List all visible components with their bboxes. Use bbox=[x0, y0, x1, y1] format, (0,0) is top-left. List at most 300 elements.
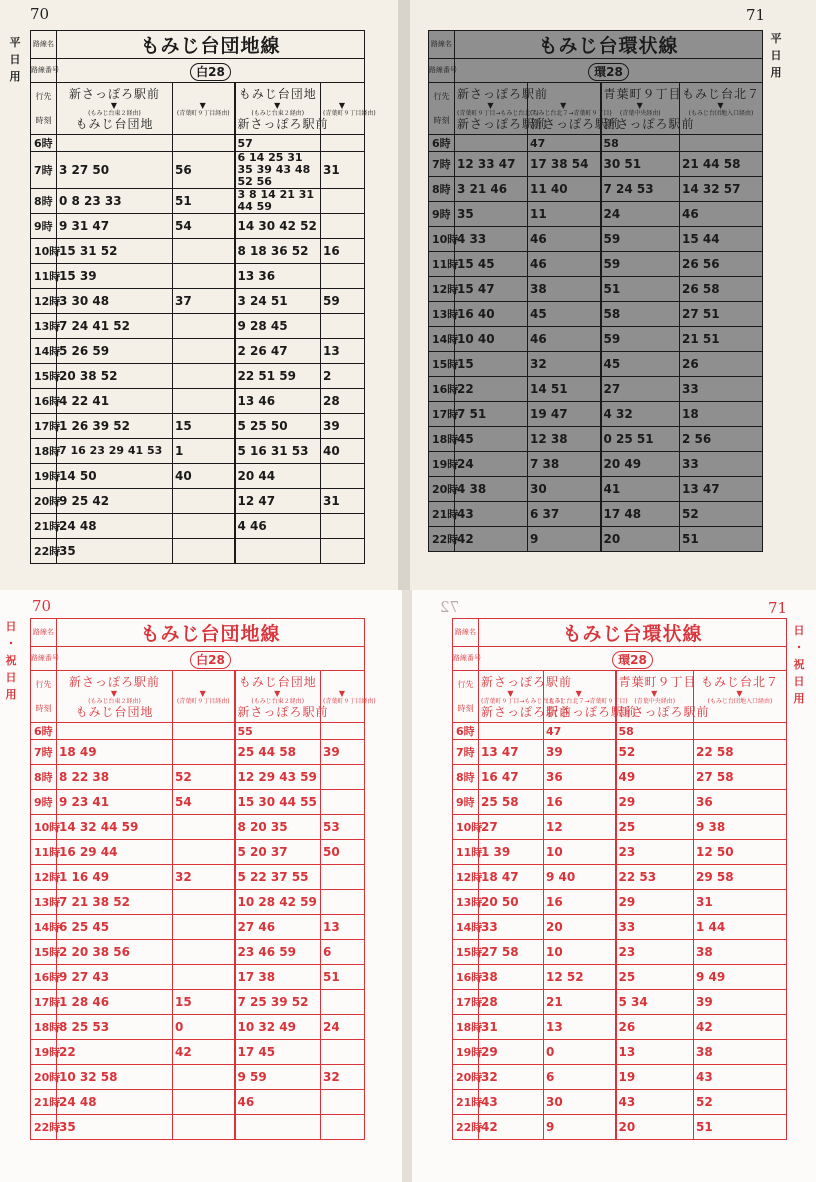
departure-minutes: 14 30 42 52 bbox=[235, 214, 321, 239]
departure-minutes: 2 26 47 bbox=[235, 339, 321, 364]
timetable-row bbox=[31, 289, 365, 314]
departure-minutes bbox=[173, 135, 235, 152]
departure-minutes: 43 bbox=[455, 502, 528, 527]
timetable-row bbox=[31, 1065, 365, 1090]
departure-minutes: 20 bbox=[544, 915, 616, 940]
timetable-row bbox=[31, 990, 365, 1015]
destination-to bbox=[323, 706, 362, 719]
departure-minutes: 52 bbox=[694, 1090, 787, 1115]
departure-minutes: 58 bbox=[601, 302, 680, 327]
destination-via: (青葉町９丁目経由) bbox=[323, 109, 376, 117]
departure-minutes: 59 bbox=[601, 252, 680, 277]
departure-minutes bbox=[455, 135, 528, 152]
timetable bbox=[30, 618, 376, 1140]
route-name-label: 路線名 bbox=[31, 31, 57, 59]
hour-cell: 12時 bbox=[453, 865, 479, 890]
departure-minutes: 26 bbox=[616, 1015, 694, 1040]
departure-minutes: 49 bbox=[616, 765, 694, 790]
mirrored-page-number: 72 bbox=[440, 598, 460, 616]
hour-cell: 17時 bbox=[453, 990, 479, 1015]
departure-minutes: 30 bbox=[544, 1090, 616, 1115]
departure-minutes: 30 bbox=[528, 477, 601, 502]
departure-minutes: 1 44 bbox=[694, 915, 787, 940]
hour-cell: 17時 bbox=[429, 402, 455, 427]
hour-cell: 16時 bbox=[429, 377, 455, 402]
departure-minutes: 12 50 bbox=[694, 840, 787, 865]
timetable bbox=[30, 30, 376, 564]
departure-minutes: 54 bbox=[173, 214, 235, 239]
departure-minutes: 23 bbox=[616, 840, 694, 865]
timetable-row bbox=[429, 377, 763, 402]
departure-minutes: 20 49 bbox=[601, 452, 680, 477]
arrow-down-icon: ▼ bbox=[338, 100, 347, 110]
departure-minutes: 9 23 41 bbox=[57, 790, 173, 815]
hour-cell: 16時 bbox=[31, 389, 57, 414]
departure-minutes: 46 bbox=[528, 227, 601, 252]
hour-cell: 14時 bbox=[31, 915, 57, 940]
departure-minutes: 6 25 45 bbox=[57, 915, 173, 940]
departure-minutes: 51 bbox=[680, 527, 763, 552]
hour-cell: 15時 bbox=[453, 940, 479, 965]
departure-minutes: 43 bbox=[479, 1090, 544, 1115]
departure-minutes: 33 bbox=[479, 915, 544, 940]
departure-minutes: 10 28 42 59 bbox=[235, 890, 321, 915]
destination-via: (青葉町９丁目→もみじ台北７) bbox=[457, 109, 539, 117]
timetable-row bbox=[429, 277, 763, 302]
departure-minutes: 45 bbox=[601, 352, 680, 377]
departure-minutes: 38 bbox=[479, 965, 544, 990]
departure-minutes: 15 39 bbox=[57, 264, 173, 289]
departure-minutes: 16 47 bbox=[479, 765, 544, 790]
departure-minutes: 7 21 38 52 bbox=[57, 890, 173, 915]
departure-minutes: 29 bbox=[479, 1040, 544, 1065]
departure-minutes bbox=[173, 489, 235, 514]
departure-minutes bbox=[173, 514, 235, 539]
departure-minutes: 10 40 bbox=[455, 327, 528, 352]
departure-minutes bbox=[321, 1090, 365, 1115]
departure-minutes: 4 32 bbox=[601, 402, 680, 427]
departure-minutes: 29 58 bbox=[694, 865, 787, 890]
hour-cell: 22時 bbox=[429, 527, 455, 552]
departure-minutes: 12 38 bbox=[528, 427, 601, 452]
timetable-row bbox=[429, 477, 763, 502]
departure-minutes: 36 bbox=[694, 790, 787, 815]
timetable bbox=[452, 618, 787, 1140]
route-number-label: 路線番号 bbox=[31, 59, 57, 83]
departure-minutes: 15 45 bbox=[455, 252, 528, 277]
departure-minutes: 42 bbox=[173, 1040, 235, 1065]
departure-minutes: 8 18 36 52 bbox=[235, 239, 321, 264]
timetable-row bbox=[31, 135, 365, 152]
hour-cell: 6時 bbox=[453, 723, 479, 740]
departure-minutes: 7 51 bbox=[455, 402, 528, 427]
hour-cell: 19時 bbox=[453, 1040, 479, 1065]
destination-from bbox=[175, 675, 232, 689]
departure-minutes bbox=[173, 539, 235, 564]
destination-from: 新さっぽろ駅前 bbox=[68, 86, 160, 101]
departure-minutes: 1 16 49 bbox=[57, 865, 173, 890]
timetable-row bbox=[453, 940, 787, 965]
departure-minutes: 20 44 bbox=[235, 464, 321, 489]
destination-via: (青葉町９丁目経由) bbox=[176, 109, 230, 117]
destination-from: 新さっぽろ駅前 bbox=[457, 86, 549, 101]
hour-cell: 22時 bbox=[31, 539, 57, 564]
departure-minutes: 29 bbox=[616, 790, 694, 815]
departure-minutes: 20 50 bbox=[479, 890, 544, 915]
arrow-down-icon: ▼ bbox=[199, 688, 207, 698]
departure-minutes: 0 bbox=[173, 1015, 235, 1040]
departure-minutes: 33 bbox=[616, 915, 694, 940]
destination-to bbox=[175, 118, 232, 131]
departure-minutes: 23 46 59 bbox=[235, 940, 321, 965]
timetable-row bbox=[453, 723, 787, 740]
destination-label: 行先 bbox=[433, 91, 450, 101]
route-number-badge: 白28 bbox=[190, 63, 231, 81]
departure-minutes: 0 25 51 bbox=[601, 427, 680, 452]
departure-minutes: 10 32 49 bbox=[235, 1015, 321, 1040]
route-name-label: 路線名 bbox=[429, 31, 455, 59]
departure-minutes bbox=[173, 389, 235, 414]
arrow-down-icon: ▼ bbox=[110, 688, 119, 698]
destination-column-1 bbox=[479, 671, 573, 723]
hour-cell: 12時 bbox=[31, 865, 57, 890]
departure-minutes: 17 38 bbox=[235, 965, 321, 990]
departure-minutes: 16 29 44 bbox=[57, 840, 173, 865]
departure-minutes: 4 38 bbox=[455, 477, 528, 502]
departure-minutes bbox=[680, 135, 763, 152]
departure-minutes: 9 31 47 bbox=[57, 214, 173, 239]
arrow-down-icon: ▼ bbox=[487, 100, 495, 110]
hour-cell: 9時 bbox=[31, 214, 57, 239]
timetable-row bbox=[453, 990, 787, 1015]
departure-minutes: 7 24 53 bbox=[601, 177, 680, 202]
timetable-row bbox=[429, 227, 763, 252]
departure-minutes: 14 51 bbox=[528, 377, 601, 402]
arrow-down-icon: ▼ bbox=[636, 100, 644, 110]
departure-minutes: 51 bbox=[321, 965, 365, 990]
departure-minutes: 33 bbox=[680, 452, 763, 477]
departure-minutes: 22 53 bbox=[616, 865, 694, 890]
destination-column-3 bbox=[235, 671, 329, 723]
departure-minutes bbox=[321, 189, 365, 214]
route-number-badge: 環28 bbox=[588, 63, 629, 81]
destination-to bbox=[323, 118, 362, 131]
arrow-down-icon: ▼ bbox=[736, 688, 744, 698]
timetable-row bbox=[453, 1090, 787, 1115]
side-label: 日 ・ 祝 日 用 bbox=[5, 620, 17, 701]
departure-minutes: 9 bbox=[528, 527, 601, 552]
timetable-row bbox=[31, 414, 365, 439]
departure-minutes: 4 46 bbox=[235, 514, 321, 539]
departure-minutes: 46 bbox=[528, 252, 601, 277]
timetable-row bbox=[453, 965, 787, 990]
departure-minutes: 24 bbox=[455, 452, 528, 477]
departure-minutes bbox=[694, 723, 787, 740]
destination-column-2 bbox=[173, 671, 235, 723]
timetable-row bbox=[453, 915, 787, 940]
timetable-row bbox=[453, 1015, 787, 1040]
destination-to bbox=[175, 706, 232, 719]
hour-cell: 20時 bbox=[453, 1065, 479, 1090]
timetable-row bbox=[429, 327, 763, 352]
departure-minutes: 1 39 bbox=[479, 840, 544, 865]
departure-minutes: 2 bbox=[321, 364, 365, 389]
departure-minutes: 21 51 bbox=[680, 327, 763, 352]
departure-minutes: 10 bbox=[544, 940, 616, 965]
timetable-row bbox=[31, 890, 365, 915]
departure-minutes: 27 58 bbox=[479, 940, 544, 965]
timetable-row bbox=[31, 189, 365, 214]
destination-via: (もみじ台団地入口経由) bbox=[688, 109, 754, 117]
departure-minutes: 24 bbox=[321, 1015, 365, 1040]
departure-minutes: 2 56 bbox=[680, 427, 763, 452]
departure-minutes: 58 bbox=[616, 723, 694, 740]
departure-minutes bbox=[321, 539, 365, 564]
destination-from bbox=[175, 87, 232, 101]
departure-minutes: 31 bbox=[321, 489, 365, 514]
destination-corner bbox=[429, 83, 455, 135]
departure-minutes bbox=[173, 264, 235, 289]
hour-cell: 18時 bbox=[31, 439, 57, 464]
hour-cell: 8時 bbox=[31, 765, 57, 790]
arrow-down-icon: ▼ bbox=[274, 100, 282, 110]
route-name-label: 路線名 bbox=[31, 619, 57, 647]
departure-minutes: 7 24 41 52 bbox=[57, 314, 173, 339]
departure-minutes: 25 bbox=[616, 965, 694, 990]
departure-minutes: 6 bbox=[544, 1065, 616, 1090]
timetable-row bbox=[453, 740, 787, 765]
departure-minutes: 2 20 38 56 bbox=[57, 940, 173, 965]
route-number-label: 路線番号 bbox=[429, 59, 455, 83]
timetable bbox=[428, 30, 763, 552]
departure-minutes: 55 bbox=[235, 723, 321, 740]
hour-cell: 13時 bbox=[429, 302, 455, 327]
hour-cell: 20時 bbox=[31, 1065, 57, 1090]
destination-to: 新さっぽろ駅前 bbox=[618, 704, 710, 719]
departure-minutes: 22 58 bbox=[694, 740, 787, 765]
hour-cell: 22時 bbox=[31, 1115, 57, 1140]
destination-column-1 bbox=[455, 83, 549, 135]
departure-minutes: 46 bbox=[528, 327, 601, 352]
timetable-row bbox=[31, 915, 365, 940]
departure-minutes: 57 bbox=[235, 135, 321, 152]
hour-cell: 20時 bbox=[31, 489, 57, 514]
hour-label: 時刻 bbox=[35, 703, 52, 713]
hour-cell: 13時 bbox=[453, 890, 479, 915]
departure-minutes: 21 44 58 bbox=[680, 152, 763, 177]
departure-minutes: 47 bbox=[544, 723, 616, 740]
departure-minutes: 8 20 35 bbox=[235, 815, 321, 840]
departure-minutes: 0 8 23 33 bbox=[57, 189, 173, 214]
destination-via: (青葉中央経由) bbox=[634, 697, 676, 705]
departure-minutes: 43 bbox=[616, 1090, 694, 1115]
arrow-down-icon: ▼ bbox=[575, 688, 583, 698]
departure-minutes: 1 bbox=[173, 439, 235, 464]
hour-cell: 15時 bbox=[31, 940, 57, 965]
departure-minutes bbox=[235, 1115, 321, 1140]
departure-minutes: 19 bbox=[616, 1065, 694, 1090]
destination-label: 行先 bbox=[35, 679, 52, 689]
timetable-row bbox=[453, 865, 787, 890]
departure-minutes: 10 32 58 bbox=[57, 1065, 173, 1090]
departure-minutes: 59 bbox=[601, 227, 680, 252]
departure-minutes: 26 56 bbox=[680, 252, 763, 277]
departure-minutes: 13 47 bbox=[479, 740, 544, 765]
departure-minutes: 13 bbox=[616, 1040, 694, 1065]
departure-minutes: 7 38 bbox=[528, 452, 601, 477]
timetable-row bbox=[453, 1115, 787, 1140]
departure-minutes bbox=[321, 135, 365, 152]
timetable-row bbox=[31, 740, 365, 765]
destination-via: (もみじ台東２経由) bbox=[251, 109, 305, 117]
hour-cell: 13時 bbox=[31, 314, 57, 339]
departure-minutes: 15 bbox=[455, 352, 528, 377]
hour-label: 時刻 bbox=[457, 703, 474, 713]
hour-cell: 10時 bbox=[31, 239, 57, 264]
timetable-row bbox=[429, 427, 763, 452]
destination-column-3 bbox=[235, 83, 329, 135]
hour-cell: 16時 bbox=[453, 965, 479, 990]
timetable-row bbox=[31, 389, 365, 414]
hour-cell: 6時 bbox=[429, 135, 455, 152]
departure-minutes bbox=[173, 723, 235, 740]
destination-to: 新さっぽろ駅前 bbox=[603, 116, 695, 131]
hour-cell: 21時 bbox=[31, 1090, 57, 1115]
departure-minutes bbox=[173, 965, 235, 990]
arrow-down-icon: ▼ bbox=[274, 688, 282, 698]
departure-minutes: 17 45 bbox=[235, 1040, 321, 1065]
departure-minutes: 8 25 53 bbox=[57, 1015, 173, 1040]
timetable-row bbox=[31, 1115, 365, 1140]
arrow-down-icon: ▼ bbox=[507, 688, 515, 698]
destination-from: 青葉町９丁目 bbox=[618, 674, 697, 689]
destination-column-2 bbox=[173, 83, 235, 135]
departure-minutes: 18 49 bbox=[57, 740, 173, 765]
departure-minutes bbox=[479, 723, 544, 740]
destination-to: 新さっぽろ駅前 bbox=[481, 704, 573, 719]
departure-minutes bbox=[173, 239, 235, 264]
departure-minutes bbox=[173, 364, 235, 389]
departure-minutes: 38 bbox=[694, 940, 787, 965]
departure-minutes bbox=[173, 314, 235, 339]
timetable-row bbox=[31, 314, 365, 339]
timetable-row bbox=[31, 1090, 365, 1115]
hour-cell: 8時 bbox=[453, 765, 479, 790]
departure-minutes: 15 44 bbox=[680, 227, 763, 252]
departure-minutes: 3 8 14 21 31 44 59 bbox=[235, 189, 321, 214]
timetable-row bbox=[31, 865, 365, 890]
departure-minutes: 15 31 52 bbox=[57, 239, 173, 264]
timetable-row bbox=[31, 464, 365, 489]
departure-minutes: 42 bbox=[479, 1115, 544, 1140]
departure-minutes: 8 22 38 bbox=[57, 765, 173, 790]
side-label: 平 日 用 bbox=[770, 32, 782, 79]
hour-cell: 9時 bbox=[429, 202, 455, 227]
departure-minutes: 32 bbox=[173, 865, 235, 890]
hour-cell: 15時 bbox=[31, 364, 57, 389]
departure-minutes: 12 52 bbox=[544, 965, 616, 990]
route-number-badge: 白28 bbox=[190, 651, 231, 669]
departure-minutes bbox=[173, 339, 235, 364]
hour-cell: 18時 bbox=[429, 427, 455, 452]
destination-via: (もみじ台団地入口経由) bbox=[707, 697, 773, 705]
departure-minutes: 27 bbox=[479, 815, 544, 840]
departure-minutes: 18 47 bbox=[479, 865, 544, 890]
page-number: 71 bbox=[768, 599, 788, 617]
destination-from: もみじ台団地 bbox=[238, 674, 317, 689]
departure-minutes bbox=[173, 1065, 235, 1090]
destination-via: (もみじ台東２経由) bbox=[251, 697, 305, 705]
hour-cell: 21時 bbox=[453, 1090, 479, 1115]
timetable-row bbox=[31, 439, 365, 464]
departure-minutes: 58 bbox=[601, 135, 680, 152]
departure-minutes: 5 26 59 bbox=[57, 339, 173, 364]
hour-cell: 6時 bbox=[31, 723, 57, 740]
timetable-row bbox=[429, 352, 763, 377]
timetable-row bbox=[31, 214, 365, 239]
departure-minutes: 12 33 47 bbox=[455, 152, 528, 177]
timetable-row bbox=[31, 1015, 365, 1040]
destination-via: (もみじ台東２経由) bbox=[88, 109, 141, 117]
route-number-label: 路線番号 bbox=[453, 647, 479, 671]
timetable-row bbox=[31, 539, 365, 564]
departure-minutes: 52 bbox=[173, 765, 235, 790]
departure-minutes: 30 51 bbox=[601, 152, 680, 177]
departure-minutes bbox=[321, 890, 365, 915]
departure-minutes: 24 bbox=[601, 202, 680, 227]
departure-minutes: 7 16 23 29 41 53 bbox=[57, 439, 173, 464]
route-title: もみじ台環状線 bbox=[455, 31, 763, 59]
departure-minutes bbox=[173, 1115, 235, 1140]
departure-minutes: 31 bbox=[321, 152, 365, 189]
timetable-row bbox=[31, 152, 365, 189]
arrow-down-icon: ▼ bbox=[717, 100, 725, 110]
destination-to: もみじ台団地 bbox=[75, 116, 154, 131]
hour-cell: 10時 bbox=[453, 815, 479, 840]
destination-to: 新さっぽろ駅前 bbox=[457, 116, 549, 131]
departure-minutes: 56 bbox=[173, 152, 235, 189]
departure-minutes: 28 bbox=[479, 990, 544, 1015]
departure-minutes bbox=[173, 815, 235, 840]
departure-minutes: 39 bbox=[321, 740, 365, 765]
departure-minutes: 3 24 51 bbox=[235, 289, 321, 314]
departure-minutes: 16 bbox=[544, 890, 616, 915]
hour-cell: 7時 bbox=[31, 152, 57, 189]
departure-minutes: 45 bbox=[528, 302, 601, 327]
departure-minutes: 59 bbox=[601, 327, 680, 352]
departure-minutes: 19 47 bbox=[528, 402, 601, 427]
departure-minutes: 59 bbox=[321, 289, 365, 314]
departure-minutes: 0 bbox=[544, 1040, 616, 1065]
departure-minutes bbox=[173, 840, 235, 865]
destination-via: (青葉中央経由) bbox=[619, 109, 661, 117]
hour-cell: 9時 bbox=[453, 790, 479, 815]
departure-minutes: 11 40 bbox=[528, 177, 601, 202]
departure-minutes: 36 bbox=[544, 765, 616, 790]
destination-corner bbox=[31, 83, 57, 135]
departure-minutes: 12 29 43 59 bbox=[235, 765, 321, 790]
page-number: 70 bbox=[30, 5, 50, 23]
hour-cell: 14時 bbox=[453, 915, 479, 940]
departure-minutes: 38 bbox=[528, 277, 601, 302]
departure-minutes: 1 26 39 52 bbox=[57, 414, 173, 439]
departure-minutes: 9 40 bbox=[544, 865, 616, 890]
departure-minutes: 28 bbox=[321, 389, 365, 414]
destination-to: もみじ台団地 bbox=[75, 704, 154, 719]
hour-cell: 14時 bbox=[429, 327, 455, 352]
departure-minutes: 13 36 bbox=[235, 264, 321, 289]
departure-minutes: 6 bbox=[321, 940, 365, 965]
